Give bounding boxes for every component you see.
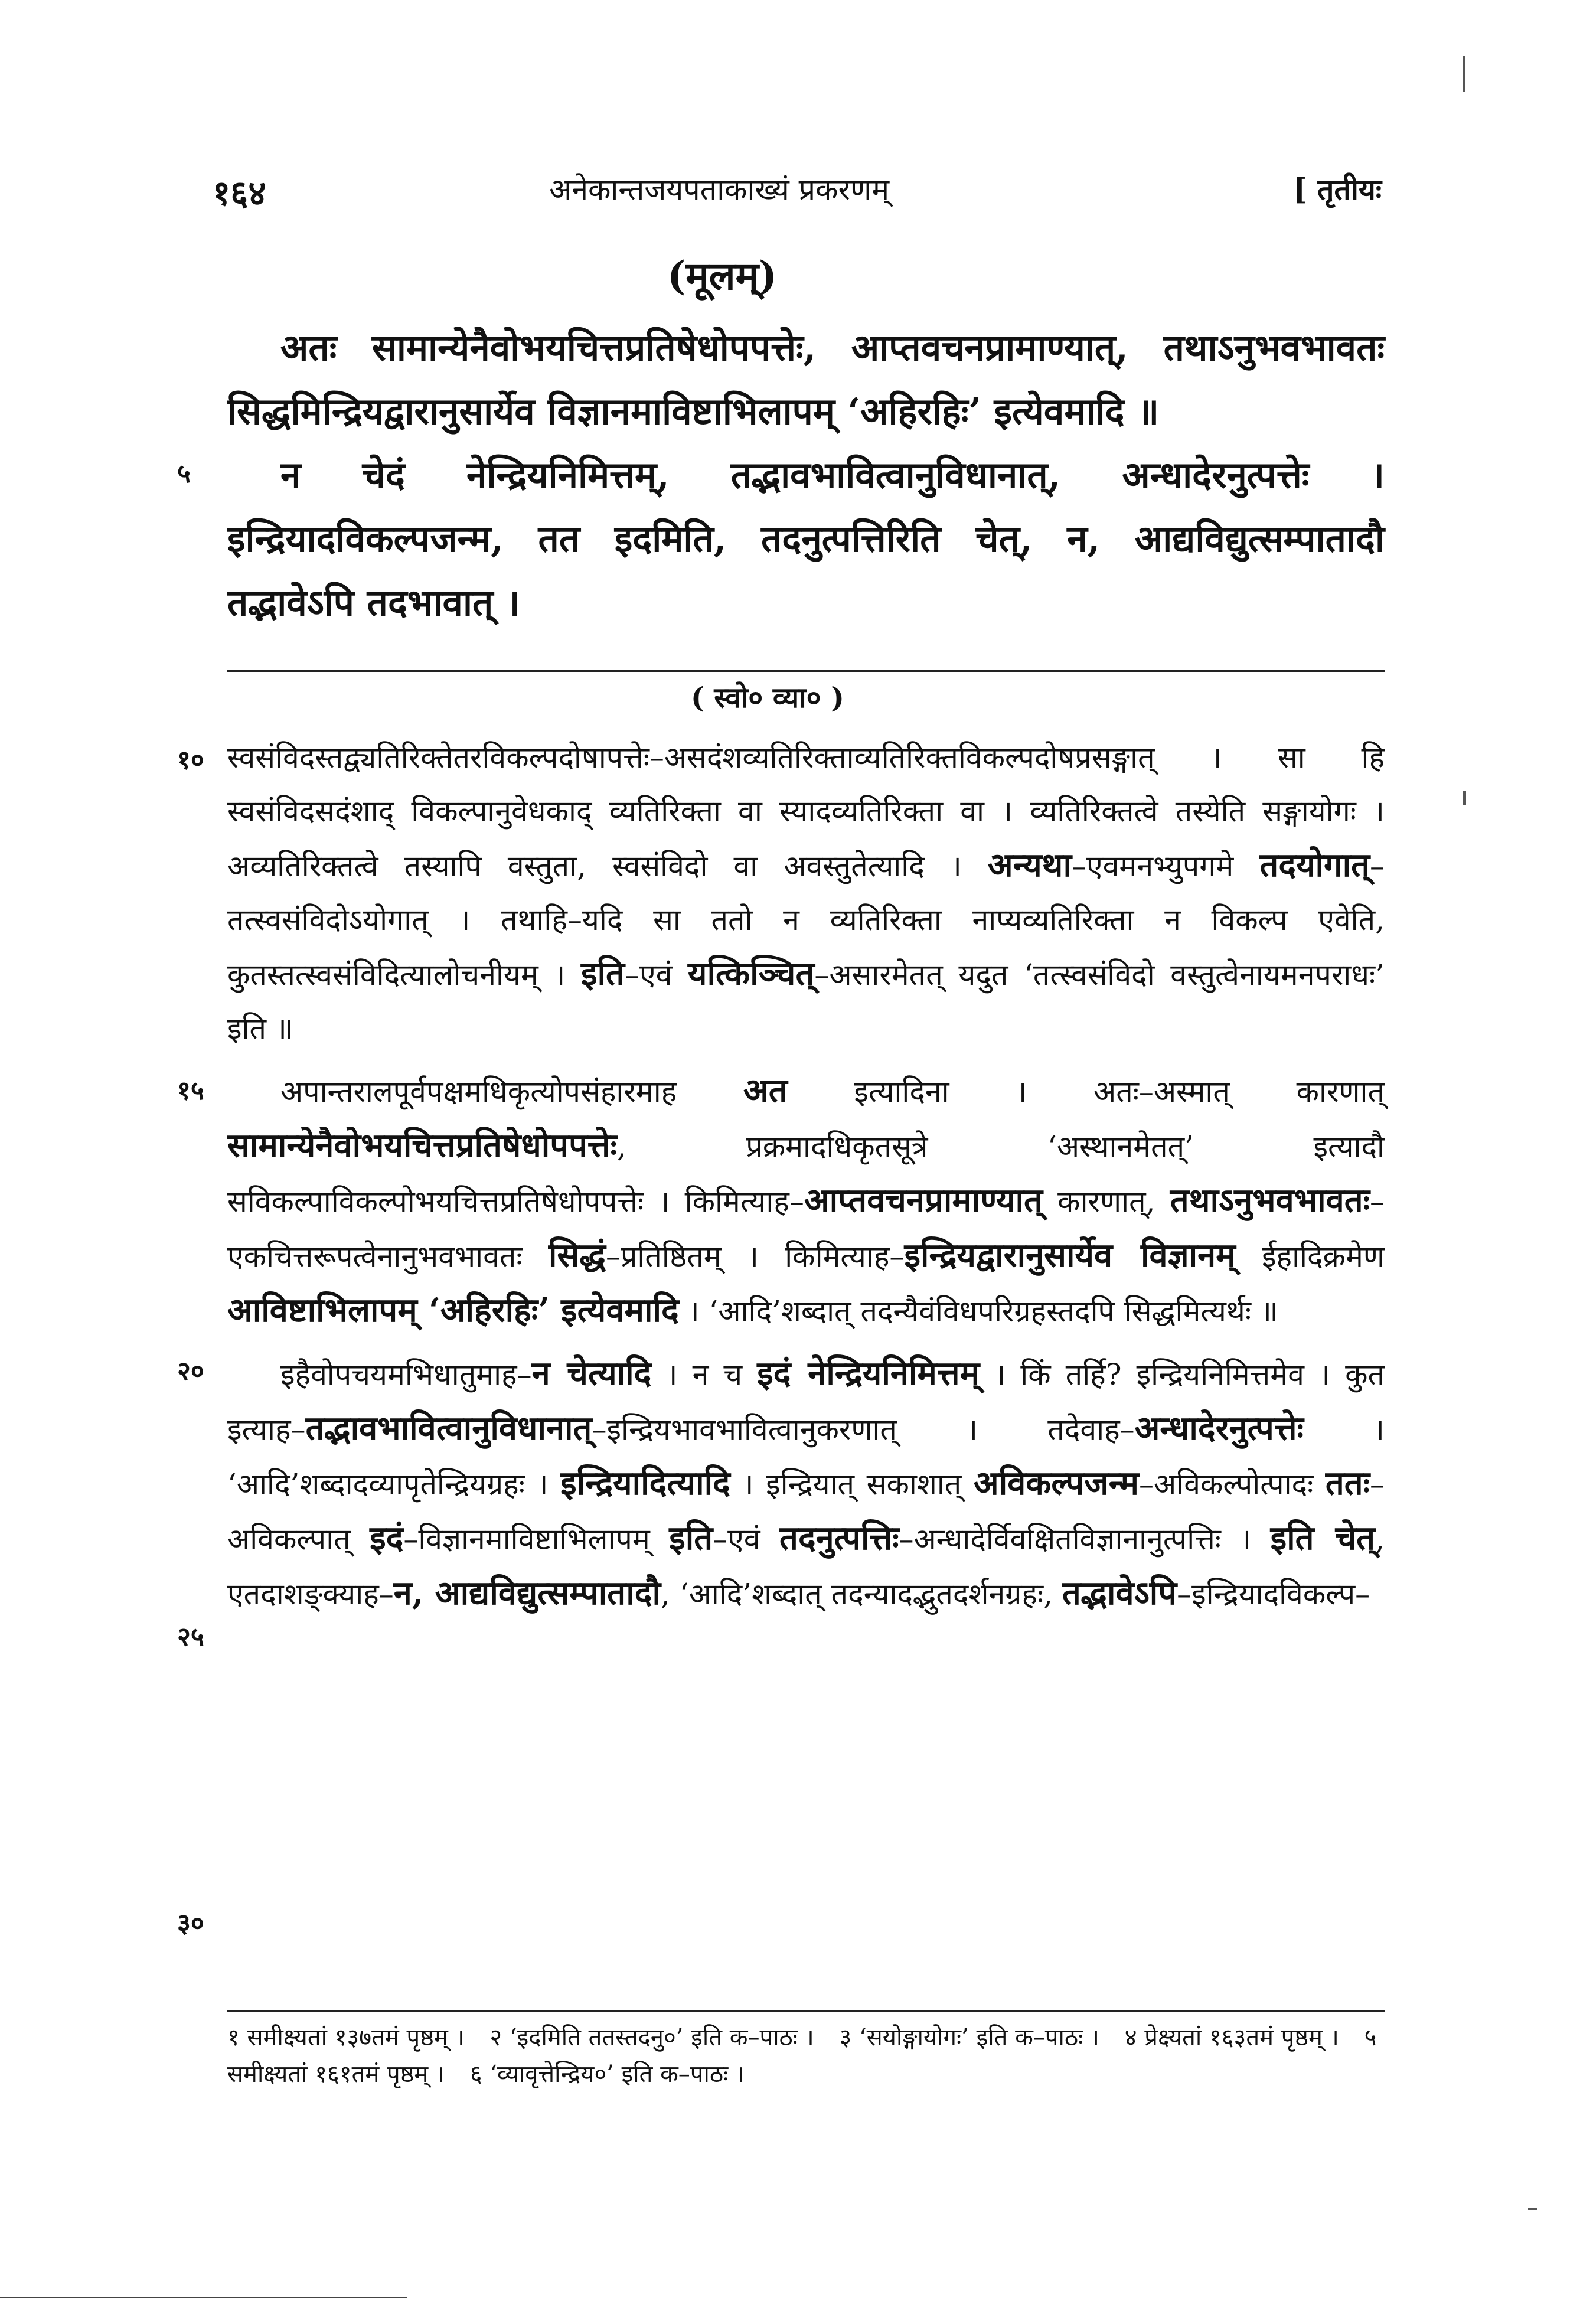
mulam-paragraph-1: अतः सामान्येनैवोभयचित्तप्रतिषेधोपपत्तेः, आप्तवचनप्रामाण्यात्, तथाऽनुभवभावतः सिद्धमिन्द्रियद्वारानुसार्येव विज्ञानमाविष्टाभिलापम् ‘अहिरहिः’ इत्येवमादि ॥ <box>227 326 1385 433</box>
vyakhya-heading: ( स्वो० व्या० ) <box>691 681 844 714</box>
scan-edge-line <box>0 2297 407 2298</box>
footnote-divider <box>227 2010 1385 2012</box>
mulam-heading: (मूलम्) <box>667 253 778 299</box>
footnotes <box>227 2019 1385 2093</box>
chapter-label: [ तृतीयः <box>1292 172 1382 207</box>
line-number: ५ <box>177 459 191 489</box>
section-divider <box>227 670 1385 672</box>
scan-speck <box>1528 2208 1537 2210</box>
mulam-text <box>227 316 1385 635</box>
footnote-6: ६ ‘व्यावृत्तेन्द्रिय०’ इति क–पाठः । <box>469 2061 745 2088</box>
commentary-paragraph-1: स्वसंविदस्तद्व्यतिरिक्तेतरविकल्पदोषापत्तेः–असदंशव्यतिरिक्ताव्यतिरिक्तविकल्पदोषप्रसङ्गात् । सा हि स्वसंविदसदंशाद् विकल्पानुवेधकाद् व्यतिरिक्ता वा स्यादव्यतिरिक्ता वा । व्यतिरिक्तत्वे तस्येति सङ्गायोगः । अव्यतिरिक्तत्वे तस्यापि वस्तुता, स्वसंविदो वा अवस्तुतेत्यादि । अन्यथा–एवमनभ्युपगमे तदयोगात्–तत्स्वसंविदोऽयोगात् । तथाहि–यदि सा ततो न व्यतिरिक्ता नाप्यव्यतिरिक्ता न विकल्प एवेति, कुतस्तत्स्वसंविदित्यालोचनीयम् । इति–एवं यत्किञ्चित्–असारमेतत् यदुत ‘तत्स्वसंविदो वस्तुत्वेनायमनपराधः’ इति ॥ <box>227 740 1385 1046</box>
footnote-2: २ ‘इदमिति ततस्तदनु०’ इति क–पाठः । <box>489 2024 814 2051</box>
commentary-text <box>227 731 1385 1630</box>
scan-speck <box>1463 56 1465 92</box>
commentary-paragraph-2: अपान्तरालपूर्वपक्षमधिकृत्योपसंहारमाह अत इत्यादिना । अतः–अस्मात् कारणात् सामान्येनैवोभयचित्तप्रतिषेधोपपत्तेः, प्रक्रमादधिकृतसूत्रे ‘अस्थानमेतत्’ इत्यादौ सविकल्पाविकल्पोभयचित्तप्रतिषेधोपपत्तेः । किमित्याह–आप्तवचनप्रामाण्यात् कारणात्, तथाऽनुभवभावतः–एकचित्तरूपत्वेनानुभवभावतः सिद्धं–प्रतिष्ठितम् । किमित्याह–इन्द्रियद्वारानुसार्येव विज्ञानम् ईहादिक्रमेण आविष्टाभिलापम् ‘अहिरहिः’ इत्येवमादि । ‘आदि’शब्दात् तदन्यैवंविधपरिग्रहस्तदपि सिद्धमित्यर्थः ॥ <box>227 1071 1385 1330</box>
footnote-5: ५ समीक्ष्यतां १६१तमं पृष्ठम् । <box>227 2024 1377 2088</box>
line-number: १५ <box>177 1076 204 1106</box>
scan-speck <box>1463 791 1466 805</box>
line-number: ३० <box>177 1908 204 1938</box>
commentary-paragraph-3: इहैवोपचयमभिधातुमाह–न चेत्यादि । न च इदं नेन्द्रियनिमित्तम् । किं तर्हि? इन्द्रियनिमित्तमेव । कुत इत्याह–तद्भावभावित्वानुविधानात्–इन्द्रियभावभावित्वानुकरणात् । तदेवाह–अन्धादेरनुत्पत्तेः । ‘आदि’शब्दादव्यापृतेन्द्रियग्रहः । इन्द्रियादित्यादि । इन्द्रियात् सकाशात् अविकल्पजन्म–अविकल्पोत्पादः ततः–अविकल्पात् इदं–विज्ञानमाविष्टाभिलापम् इति–एवं तदनुत्पत्तिः–अन्धादेर्विवक्षितविज्ञानानुत्पत्तिः । इति चेत्, एतदाशङ्क्याह–न, आद्यविद्युत्सम्पातादौ, ‘आदि’शब्दात् तदन्यादद्भुतदर्शनग्रहः, तद्भावेऽपि–इन्द्रियादविकल्प– <box>227 1354 1385 1613</box>
running-header <box>201 168 1382 221</box>
line-number: १० <box>177 745 204 775</box>
line-number: २० <box>177 1356 204 1386</box>
book-title: अनेकान्तजयपताकाख्यं प्रकरणम् <box>549 172 889 207</box>
mulam-paragraph-2: न चेदं नेन्द्रियनिमित्तम्, तद्भावभावित्वानुविधानात्, अन्धादेरनुत्पत्तेः । इन्द्रियादविकल्पजन्म, तत इदमिति, तदनुत्पत्तिरिति चेत्, न, आद्यविद्युत्सम्पातादौ तद्भावेऽपि तदभावात् । <box>227 453 1385 624</box>
footnote-3: ३ ‘सयोङ्गायोगः’ इति क–पाठः । <box>839 2024 1100 2051</box>
footnote-1: १ समीक्ष्यतां १३७तमं पृष्ठम् । <box>227 2024 465 2051</box>
page-number: १६४ <box>213 173 266 213</box>
line-number: २५ <box>177 1622 204 1652</box>
footnote-4: ४ प्रेक्ष्यतां १६३तमं पृष्ठम् । <box>1124 2024 1339 2051</box>
